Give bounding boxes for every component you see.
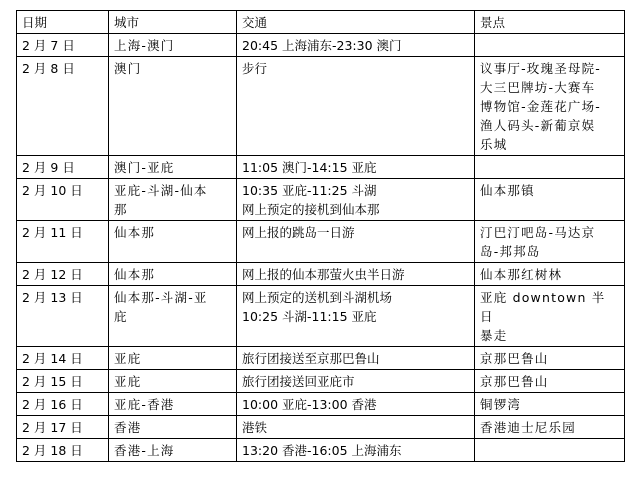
city-text: 亚庇 [114, 374, 142, 389]
date-cell [17, 179, 109, 221]
date-cell [17, 34, 109, 57]
date-text: 2 月 12 日 [22, 267, 83, 282]
sights-cell [475, 439, 625, 462]
date-cell [17, 393, 109, 416]
city-text: 仙本那-斗湖-亚 [114, 290, 208, 305]
transport-text: 11:05 澳门-14:15 亚庇 [242, 160, 377, 175]
date-text: 2 月 7 日 [22, 38, 75, 53]
transport-cell [237, 179, 475, 221]
sights-cell [475, 347, 625, 370]
transport-text: 10:00 亚庇-13:00 香港 [242, 397, 377, 412]
transport-cell [237, 263, 475, 286]
table-row [17, 416, 625, 439]
sights-text: 博物馆-金莲花广场- [480, 99, 602, 114]
sights-cell [475, 393, 625, 416]
sights-text: 渔人码头-新葡京娱 [480, 118, 596, 133]
table-row [17, 34, 625, 57]
transport-cell [237, 370, 475, 393]
transport-text: 20:45 上海浦东-23:30 澳门 [242, 38, 402, 53]
date-text: 2 月 10 日 [22, 183, 83, 198]
city-cell [109, 221, 237, 263]
city-text: 仙本那 [114, 267, 156, 282]
table-row [17, 439, 625, 462]
date-text: 2 月 18 日 [22, 443, 83, 458]
transport-text: 港铁 [242, 420, 268, 435]
itinerary-table [16, 10, 625, 462]
city-cell [109, 370, 237, 393]
transport-text: 旅行团接送回亚庇市 [242, 374, 355, 389]
sights-cell [475, 370, 625, 393]
sights-text: 香港迪士尼乐园 [480, 420, 576, 435]
date-cell [17, 416, 109, 439]
date-cell [17, 156, 109, 179]
transport-text: 网上报的跳岛一日游 [242, 225, 355, 240]
transport-cell [237, 34, 475, 57]
city-cell [109, 179, 237, 221]
sights-text: 乐城 [480, 137, 508, 152]
transport-cell [237, 57, 475, 156]
city-text: 庇 [114, 309, 128, 324]
date-cell [17, 221, 109, 263]
header-city: 城市 [109, 11, 237, 34]
date-text: 2 月 11 日 [22, 225, 83, 240]
sights-text: 仙本那红树林 [480, 267, 563, 282]
city-cell [109, 393, 237, 416]
sights-text: 京那巴鲁山 [480, 351, 549, 366]
sights-cell [475, 34, 625, 57]
transport-text: 旅行团接送至京那巴鲁山 [242, 351, 380, 366]
sights-cell [475, 286, 625, 347]
date-text: 2 月 17 日 [22, 420, 83, 435]
city-cell [109, 156, 237, 179]
table-row [17, 370, 625, 393]
transport-cell [237, 439, 475, 462]
city-cell [109, 263, 237, 286]
sights-cell [475, 263, 625, 286]
sights-cell [475, 156, 625, 179]
city-cell [109, 286, 237, 347]
transport-cell [237, 347, 475, 370]
sights-text: 暴走 [480, 328, 508, 343]
transport-cell [237, 286, 475, 347]
city-cell [109, 439, 237, 462]
date-text: 2 月 8 日 [22, 61, 75, 76]
transport-text: 10:25 斗湖-11:15 亚庇 [242, 309, 377, 324]
header-date: 日期 [17, 11, 109, 34]
sights-cell [475, 416, 625, 439]
city-cell [109, 416, 237, 439]
date-text: 2 月 16 日 [22, 397, 83, 412]
date-cell [17, 347, 109, 370]
date-text: 2 月 13 日 [22, 290, 83, 305]
page-bottom-edge [0, 479, 639, 489]
table-row [17, 221, 625, 263]
table-row [17, 347, 625, 370]
transport-text: 步行 [242, 61, 268, 76]
transport-cell [237, 416, 475, 439]
sights-text: 岛-邦邦岛 [480, 244, 541, 259]
city-text: 亚庇-斗湖-仙本 [114, 183, 208, 198]
city-cell [109, 347, 237, 370]
table-row [17, 393, 625, 416]
sights-text: 汀巴汀吧岛-马达京 [480, 225, 596, 240]
table-row [17, 57, 625, 156]
sights-text: 铜锣湾 [480, 397, 522, 412]
city-text: 澳门 [114, 61, 142, 76]
city-text: 亚庇 [114, 351, 142, 366]
city-text: 亚庇-香港 [114, 397, 175, 412]
date-cell [17, 439, 109, 462]
transport-text: 网上预定的接机到仙本那 [242, 202, 380, 217]
header-transport: 交通 [237, 11, 475, 34]
city-cell [109, 57, 237, 156]
table-row [17, 179, 625, 221]
date-cell [17, 263, 109, 286]
city-text: 香港 [114, 420, 142, 435]
transport-cell [237, 221, 475, 263]
transport-text: 10:35 亚庇-11:25 斗湖 [242, 183, 377, 198]
date-cell [17, 286, 109, 347]
sights-cell [475, 221, 625, 263]
date-text: 2 月 9 日 [22, 160, 75, 175]
city-text: 澳门-亚庇 [114, 160, 175, 175]
table-row [17, 156, 625, 179]
date-cell [17, 370, 109, 393]
sights-text: 大三巴牌坊-大赛车 [480, 80, 596, 95]
transport-cell [237, 156, 475, 179]
sights-text: 仙本那镇 [480, 183, 535, 198]
transport-text: 网上报的仙本那萤火虫半日游 [242, 267, 405, 282]
table-row [17, 263, 625, 286]
city-text: 上海-澳门 [114, 38, 175, 53]
transport-cell [237, 393, 475, 416]
sights-text: 议事厅-玫瑰圣母院- [480, 61, 602, 76]
city-cell [109, 34, 237, 57]
city-text: 那 [114, 202, 128, 217]
city-text: 香港-上海 [114, 443, 175, 458]
date-text: 2 月 15 日 [22, 374, 83, 389]
transport-text: 网上预定的送机到斗湖机场 [242, 290, 393, 305]
city-text: 仙本那 [114, 225, 156, 240]
transport-text: 13:20 香港-16:05 上海浦东 [242, 443, 402, 458]
table-row [17, 286, 625, 347]
date-text: 2 月 14 日 [22, 351, 83, 366]
header-sights: 景点 [475, 11, 625, 34]
sights-cell [475, 179, 625, 221]
sights-text: 京那巴鲁山 [480, 374, 549, 389]
sights-cell [475, 57, 625, 156]
sights-text: 亚庇 downtown 半日 [480, 290, 606, 324]
header-row [17, 11, 625, 34]
date-cell [17, 57, 109, 156]
